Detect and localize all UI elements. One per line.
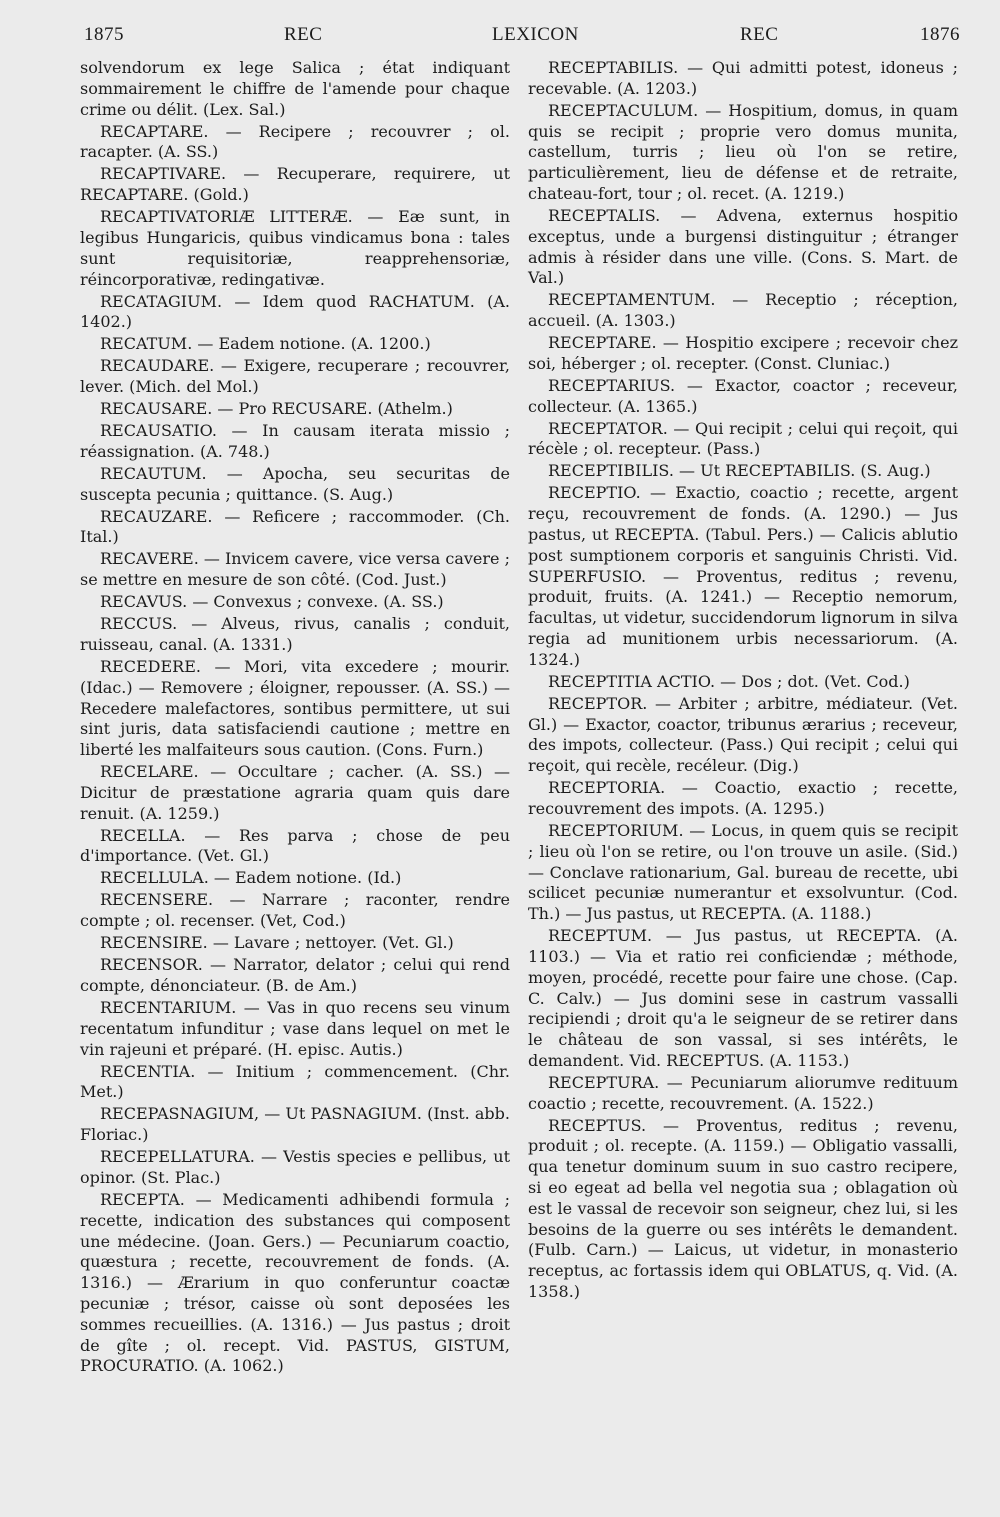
dictionary-entry: RECEPTORIA. — Coactio, exactio ; recette, recouvrement des impots. (A. 1295.) (528, 778, 958, 818)
dictionary-entry: RECELARE. — Occultare ; cacher. (A. SS.) — Dicitur de præstatione agraria quam quis dare renuit. (A. 1259.) (80, 762, 510, 823)
dictionary-entry: RECEPTUM. — Jus pastus, ut RECEPTA. (A. 1103.) — Via et ratio rei conficiendæ ; méthode, moyen, procédé, recette pour faire une chose. (Cap. C. Calv.) — Jus domini sese in castrum vassalli recipiendi ; droit qu'a le seigneur de se retirer dans le château de son vassal, si ses intérêts, le demandent. Vid. RECEPTUS. (A. 1153.) (528, 926, 958, 1070)
dictionary-entry: RECEPTARE. — Hospitio excipere ; recevoir chez soi, héberger ; ol. recepter. (Const. Cluniac.) (528, 333, 958, 373)
dictionary-entry: RECCUS. — Alveus, rivus, canalis ; conduit, ruisseau, canal. (A. 1331.) (80, 614, 510, 654)
left-column (80, 58, 510, 1378)
dictionary-entry: RECAVERE. — Invicem cavere, vice versa cavere ; se mettre en mesure de son côté. (Cod. Just.) (80, 549, 510, 590)
dictionary-entry: RECAUTUM. — Apocha, seu securitas de suscepta pecunia ; quittance. (S. Aug.) (80, 463, 510, 504)
dictionary-entry: RECEPTOR. — Arbiter ; arbitre, médiateur. (Vet. Gl.) — Exactor, coactor, tribunus ærarius ; receveur, des impots, collecteur. (Pass.) Qui recipit ; celui qui reçoit, qui recèle, recéleur. (Dig.) (528, 693, 958, 776)
dictionary-entry: RECAVUS. — Convexus ; convexe. (A. SS.) (100, 592, 444, 612)
dictionary-entry: RECEPTORIUM. — Locus, in quem quis se recipit ; lieu où l'on se retire, ou l'on trouve un asile. (Sid.) — Conclave rationarium, Gal. bureau de recette, ubi scilicet pecuniæ numerantur et exsolvuntur. (Cod. Th.) — Jus pastus, ut RECEPTA. (A. 1188.) (528, 820, 958, 924)
dictionary-entry: RECENSERE. — Narrare ; raconter, rendre compte ; ol. recenser. (Vet, Cod.) (80, 890, 510, 931)
dictionary-entry: RECAPTIVARE. — Recuperare, requirere, ut RECAPTARE. (Gold.) (80, 164, 510, 205)
dictionary-entry: RECEPASNAGIUM, — Ut PASNAGIUM. (Inst. abb. Floriac.) (80, 1104, 510, 1145)
dictionary-entry: RECEPTACULUM. — Hospitium, domus, in quam quis se recipit ; proprie vero domus munita, castellum, turris ; lieu où l'on se retire, particulièrement, lieu de défense et de retraite, chateau-fort, tour ; ol. recet. (A. 1219.) (528, 100, 958, 203)
dictionary-entry: RECEPELLATURA. — Vestis species e pellibus, ut opinor. (St. Plac.) (80, 1147, 510, 1187)
guide-word-right: REC (740, 24, 779, 45)
page-number-left: 1875 (84, 24, 124, 45)
dictionary-entry: RECATUM. — Eadem notione. (A. 1200.) (100, 334, 431, 354)
dictionary-entry: RECEPTUS. — Proventus, reditus ; revenu, produit ; ol. recepte. (A. 1159.) — Obligatio vassalli, qua tenetur dominum suum in suo castro recipere, si eo egeat ad bella vel negotia sua ; oblagation où est le vassal de recevoir son seigneur, chez lui, si les besoins de la guerre ou ses intérêts le demandent. (Fulb. Carn.) — Laicus, ut videtur, in monasterio receptus, ac fortassis idem qui OBLATUS, q. Vid. (A. 1358.) (528, 1115, 958, 1302)
dictionary-entry: RECEPTAMENTUM. — Receptio ; réception, accueil. (A. 1303.) (528, 290, 958, 331)
dictionary-entry: RECAUSATIO. — In causam iterata missio ; réassignation. (A. 748.) (80, 421, 510, 461)
dictionary-entry: RECEPTATOR. — Qui recipit ; celui qui reçoit, qui récèle ; ol. recepteur. (Pass.) (528, 418, 958, 459)
running-header (0, 24, 1000, 52)
dictionary-entry: RECEPTIBILIS. — Ut RECEPTABILIS. (S. Aug.) (548, 461, 931, 481)
dictionary-entry: RECAUSARE. — Pro RECUSARE. (Athelm.) (100, 399, 453, 419)
dictionary-entry: RECEPTIO. — Exactio, coactio ; recette, argent reçu, recouvrement de fonds. (A. 1290.) — Jus pastus, ut RECEPTA. (Tabul. Pers.) — Calicis ablutio post sumptionem corporis et sanguinis Christi. Vid. SUPERFUSIO. — Proventus, reditus ; revenu, produit, fruits. (A. 1241.) — Receptio nemorum, facultas, ut videtur, succidendorum lignorum in silva regia ad munitionem urbis necessariorum. (A. 1324.) (528, 483, 958, 669)
dictionary-entry: RECEPTITIA ACTIO. — Dos ; dot. (Vet. Cod.) (548, 671, 910, 691)
dictionary-entry: RECAUZARE. — Reficere ; raccommoder. (Ch. Ital.) (80, 506, 510, 547)
dictionary-entry: RECEPTURA. — Pecuniarum aliorumve redituum coactio ; recette, recouvrement. (A. 1522.) (528, 1072, 958, 1113)
dictionary-entry: solvendorum ex lege Salica ; état indiquant sommairement le chiffre de l'amende pour chaque crime ou délit. (Lex. Sal.) (80, 58, 510, 119)
right-column (528, 58, 958, 1304)
dictionary-entry: RECAUDARE. — Exigere, recuperare ; recouvrer, lever. (Mich. del Mol.) (80, 356, 510, 397)
dictionary-entry: RECEDERE. — Mori, vita excedere ; mourir. (Idac.) — Removere ; éloigner, repousser. (A. SS.) — Recedere malefactores, sontibus permittere, ut sui sint juris, data satisfaciendi cautione ; mettre en liberté les malfaiteurs sous caution. (Cons. Furn.) (80, 656, 510, 760)
running-title: LEXICON (492, 24, 579, 45)
dictionary-entry: RECEPTARIUS. — Exactor, coactor ; receveur, collecteur. (A. 1365.) (528, 375, 958, 416)
dictionary-entry: RECENSOR. — Narrator, delator ; celui qui rend compte, dénonciateur. (B. de Am.) (80, 955, 510, 996)
page-number-right: 1876 (920, 24, 960, 45)
dictionary-entry: RECELLULA. — Eadem notione. (Id.) (100, 868, 402, 888)
dictionary-entry: RECENSIRE. — Lavare ; nettoyer. (Vet. Gl.) (100, 933, 454, 953)
dictionary-entry: RECEPTA. — Medicamenti adhibendi formula ; recette, indication des substances qui composent une médecine. (Joan. Gers.) — Pecuniarum coactio, quæstura ; recette, recouvrement de fonds. (A. 1316.) — Ærarium in quo conferuntur coactæ pecuniæ ; trésor, caisse où sont deposées les sommes recueillies. (A. 1316.) — Jus pastus ; droit de gîte ; ol. recept. Vid. PASTUS, GISTUM, PROCURATIO. (A. 1062.) (80, 1189, 510, 1376)
dictionary-entry: RECENTIA. — Initium ; commencement. (Chr. Met.) (80, 1061, 510, 1102)
guide-word-left: REC (284, 24, 323, 45)
dictionary-entry: RECEPTABILIS. — Qui admitti potest, idoneus ; recevable. (A. 1203.) (528, 58, 958, 98)
dictionary-entry: RECAPTIVATORIÆ LITTERÆ. — Eæ sunt, in legibus Hungaricis, quibus vindicamus bona : tales sunt requisitoriæ, reapprehensoriæ, réincorporativæ, redingativæ. (80, 207, 510, 289)
dictionary-entry: RECELLA. — Res parva ; chose de peu d'importance. (Vet. Gl.) (80, 825, 510, 866)
dictionary-entry: RECEPTALIS. — Advena, externus hospitio exceptus, unde a burgensi distinguitur ; étranger admis à résider dans une ville. (Cons. S. Mart. de Val.) (528, 205, 958, 288)
dictionary-entry: RECENTARIUM. — Vas in quo recens seu vinum recentatum infunditur ; vase dans lequel on met le vin rajeuni et préparé. (H. episc. Autis.) (80, 998, 510, 1059)
dictionary-entry: RECAPTARE. — Recipere ; recouvrer ; ol. racapter. (A. SS.) (80, 121, 510, 162)
dictionary-entry: RECATAGIUM. — Idem quod RACHATUM. (A. 1402.) (80, 291, 510, 332)
